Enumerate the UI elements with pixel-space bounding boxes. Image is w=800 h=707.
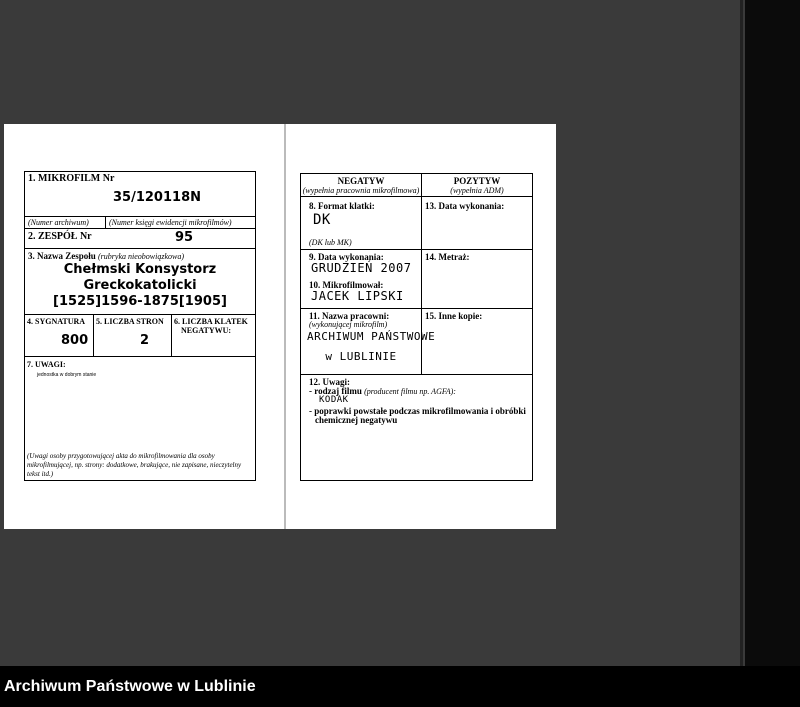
pozytyw-label: POZYTYW <box>453 176 501 186</box>
nazwa-label-wrap <box>28 251 184 262</box>
liczba-klatek-label-2: NEGATYWU: <box>181 326 232 335</box>
mikrofilm-value: 35/120118N <box>113 190 201 205</box>
nazwa-hint: (rubryka nieobowiązkowa) <box>98 252 185 261</box>
nazwa-line-3: [1525]1596-1875[1905] <box>53 294 227 309</box>
uwagi-label: 7. UWAGI: <box>27 360 66 369</box>
format-label: 8. Format klatki: <box>309 201 375 211</box>
col-divider <box>171 314 172 356</box>
col-divider <box>421 174 422 374</box>
uwagi-right-label: 12. Uwagi: <box>309 377 350 387</box>
liczba-stron-value: 2 <box>140 333 150 348</box>
mikrofilmowal-label: 10. Mikrofilmował: <box>309 280 384 290</box>
numer-archiwum-label: (Numer archiwum) <box>28 218 89 227</box>
col-divider <box>105 216 106 228</box>
poprawki-line-1: - poprawki powstałe podczas mikrofilmowania i obróbki <box>309 406 526 416</box>
format-hint: (DK lub MK) <box>309 238 352 247</box>
row-divider <box>25 356 255 357</box>
rodzaj-filmu-label: - rodzaj filmu <box>309 386 362 396</box>
pracownia-value-2: w LUBLINIE <box>325 350 397 363</box>
right-form-table <box>300 173 533 481</box>
row-divider <box>25 228 255 229</box>
mikrofilmowal-value: JACEK LIPSKI <box>311 289 404 303</box>
nazwa-label: 3. Nazwa Zespołu <box>28 251 96 261</box>
sygnatura-value: 800 <box>61 333 89 348</box>
zespol-label: 2. ZESPÓŁ Nr <box>28 231 92 242</box>
negatyw-hint: (wypełnia pracownia mikrofilmowa) <box>302 186 420 195</box>
nazwa-line-2: Greckokatolicki <box>83 278 197 293</box>
row-divider <box>301 249 532 250</box>
liczba-klatek-label-1: 6. LICZBA KLATEK <box>174 317 248 326</box>
metraz-label: 14. Metraż: <box>425 252 470 262</box>
row-divider <box>301 308 532 309</box>
footer-caption: Archiwum Państwowe w Lublinie <box>4 678 256 695</box>
negatyw-label: NEGATYW <box>337 176 385 186</box>
uwagi-value: jednostka w dobrym stanie <box>37 372 97 378</box>
row-divider <box>25 216 255 217</box>
zespol-value: 95 <box>175 230 194 245</box>
numer-ksiegi-label: (Numer księgi ewidencji mikrofilmów) <box>109 218 232 227</box>
data-wykonania-value: GRUDZIEŃ 2007 <box>311 261 412 275</box>
col-divider <box>93 314 94 356</box>
format-value: DK <box>313 212 331 228</box>
row-divider <box>301 196 532 197</box>
pracownia-value-1: ARCHIWUM PAŃSTWOWE <box>307 330 436 343</box>
nazwa-line-1: Chełmski Konsystorz <box>63 262 217 277</box>
rodzaj-filmu-value: KODAK <box>319 395 349 405</box>
liczba-stron-label: 5. LICZBA STRON <box>96 317 164 326</box>
inne-kopie-label: 15. Inne kopie: <box>425 311 483 321</box>
sygnatura-label: 4. SYGNATURA <box>27 317 86 326</box>
left-card <box>4 124 284 529</box>
poprawki-line-2: chemicznej negatywu <box>315 415 398 425</box>
film-edge <box>745 0 800 666</box>
film-line <box>740 0 743 666</box>
data-wykonania-13-label: 13. Data wykonania: <box>425 201 505 211</box>
footer-bar <box>0 666 800 707</box>
data-wykonania-label: 9. Data wykonania: <box>309 252 384 262</box>
rodzaj-filmu-hint: (producent filmu np. AGFA): <box>364 387 456 396</box>
pracownia-label: 11. Nazwa pracowni: <box>309 311 390 321</box>
row-divider <box>25 248 255 249</box>
uwagi-note: (Uwagi osoby przygotowującej akta do mikrofilmowania dla osoby mikrofilmującej, np. strony: dodatkowe, brakujące, nie zapisane, nieczytelny tekst itd.) <box>27 452 242 478</box>
pracownia-hint: (wykonującej mikrofilm) <box>309 320 388 329</box>
left-form-table <box>24 171 256 481</box>
mikrofilm-label: 1. MIKROFILM Nr <box>28 173 115 184</box>
right-card <box>286 124 556 529</box>
row-divider <box>301 374 532 375</box>
row-divider <box>25 314 255 315</box>
pozytyw-hint: (wypełnia ADM) <box>450 186 504 195</box>
